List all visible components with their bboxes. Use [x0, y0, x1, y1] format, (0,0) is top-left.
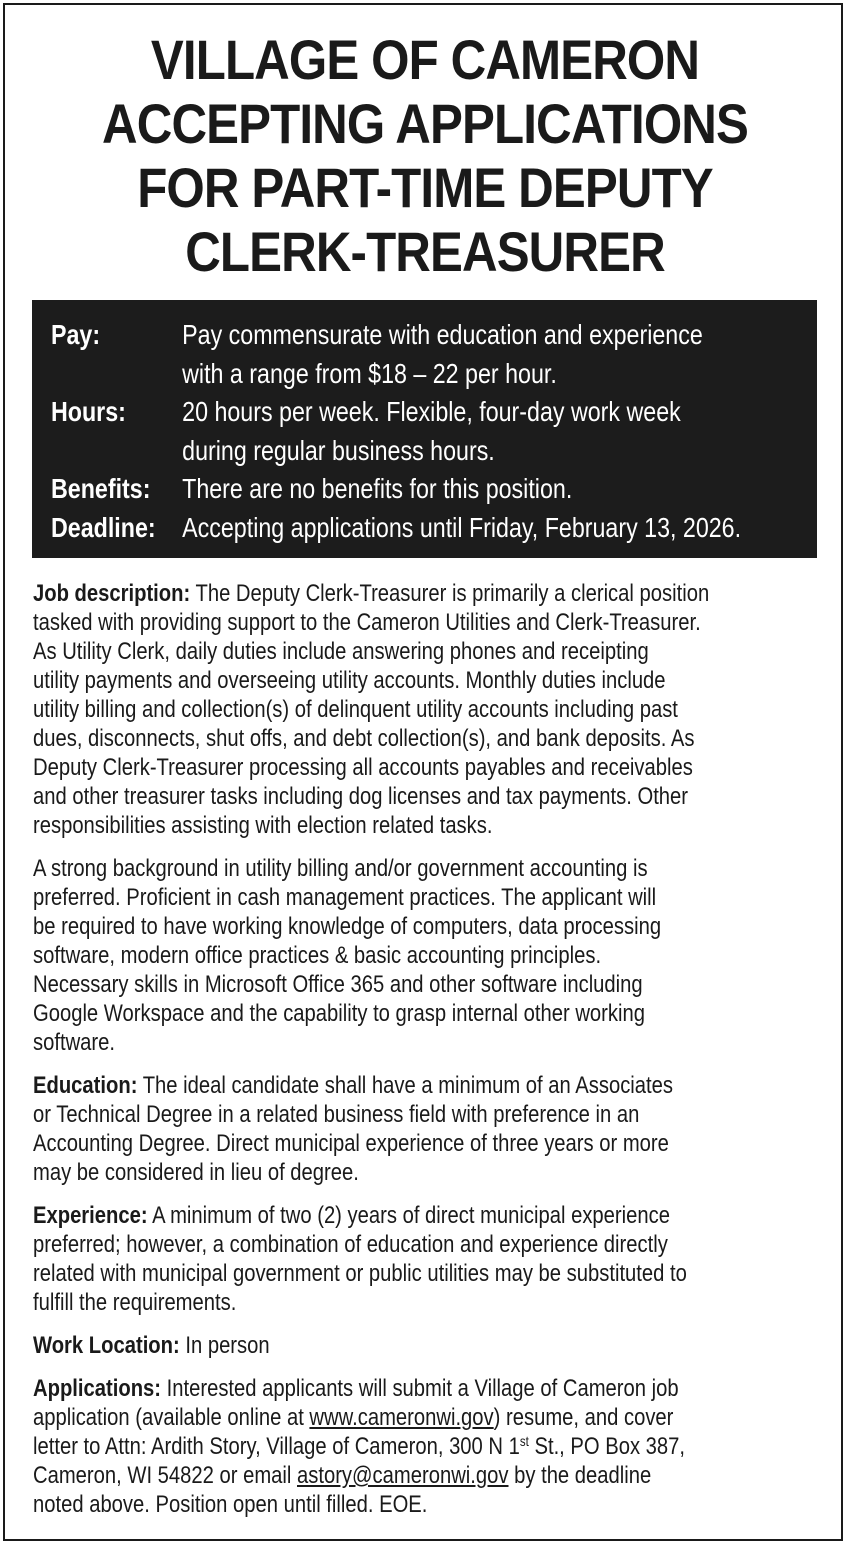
text-line — [33, 1071, 825, 1100]
text-line: A strong background in utility billing and/or government accounting is — [33, 855, 648, 882]
applications-text: letter to Attn: Ardith Story, Village of Cameron, 300 N 1 — [33, 1433, 520, 1460]
text-line: preferred. Proficient in cash management practices. The applicant will — [33, 884, 657, 911]
headline-line: FOR PART-TIME DEPUTY — [137, 156, 713, 219]
pay-line: with a range from $18 – 22 per hour. — [182, 357, 557, 389]
work-location-section — [33, 1331, 825, 1360]
hours-value — [182, 393, 798, 470]
benefits-row — [51, 470, 798, 509]
hours-row — [51, 393, 798, 470]
text-line — [33, 579, 825, 608]
text-line — [33, 1403, 825, 1432]
benefits-value — [182, 470, 798, 509]
text-line: noted above. Position open until filled. EOE. — [33, 1491, 428, 1518]
headline-line: ACCEPTING APPLICATIONS — [102, 92, 748, 155]
education-text: The ideal candidate shall have a minimum of an Associates — [137, 1072, 674, 1099]
benefits-line: There are no benefits for this position. — [182, 473, 573, 504]
text-line: Google Workspace and the capability to grasp internal other working — [33, 1000, 645, 1027]
terms-box — [32, 300, 817, 558]
text-line: As Utility Clerk, daily duties include answering phones and receipting — [33, 638, 649, 665]
deadline-label: Deadline: — [51, 511, 156, 543]
text-line: fulfill the requirements. — [33, 1289, 237, 1316]
pay-row — [51, 316, 798, 393]
text-line: related with municipal government or public utilities may be substituted to — [33, 1260, 687, 1287]
text-line: Accounting Degree. Direct municipal experience of three years or more — [33, 1130, 669, 1157]
text-line: responsibilities assisting with election related tasks. — [33, 812, 493, 839]
applications-section — [33, 1374, 825, 1519]
email-link[interactable]: astory@cameronwi.gov — [297, 1462, 509, 1489]
text-line — [33, 1201, 825, 1230]
hours-line: 20 hours per week. Flexible, four-day work week — [182, 396, 681, 427]
hours-line: during regular business hours. — [182, 434, 495, 466]
deadline-line: Accepting applications until Friday, February 13, 2026. — [182, 511, 742, 543]
text-line: and other treasurer tasks including dog licenses and tax payments. Other — [33, 783, 689, 810]
ad-body — [33, 579, 825, 1533]
text-line: be required to have working knowledge of computers, data processing — [33, 913, 662, 940]
work-location-label: Work Location: — [33, 1332, 180, 1359]
text-line: Deputy Clerk-Treasurer processing all accounts payables and receivables — [33, 754, 693, 781]
applications-text: Interested applicants will submit a Village of Cameron job — [161, 1375, 679, 1402]
applications-text: St., PO Box 387, — [528, 1433, 686, 1460]
pay-value — [182, 316, 798, 393]
text-line: or Technical Degree in a related business field with preference in an — [33, 1101, 640, 1128]
applications-text: by the deadline — [508, 1462, 652, 1489]
experience-label: Experience: — [33, 1202, 148, 1229]
headline-line: VILLAGE OF CAMERON — [150, 28, 700, 91]
applications-text: ) resume, and cover — [493, 1404, 674, 1431]
applications-label: Applications: — [33, 1375, 162, 1402]
education-label: Education: — [33, 1072, 138, 1099]
job-description-section — [33, 579, 825, 840]
text-line — [33, 1461, 825, 1490]
ordinal-suffix: st — [519, 1433, 529, 1449]
text-line: utility payments and overseeing utility accounts. Monthly duties include — [33, 667, 666, 694]
education-section — [33, 1071, 825, 1187]
text-line: tasked with providing support to the Cameron Utilities and Clerk-Treasurer. — [33, 609, 701, 636]
job-description-text: The Deputy Clerk-Treasurer is primarily a clerical position — [190, 580, 710, 607]
job-description-label: Job description: — [33, 580, 191, 607]
text-line — [33, 1331, 825, 1360]
text-line: Necessary skills in Microsoft Office 365 and other software including — [33, 971, 643, 998]
text-line: software. — [33, 1029, 116, 1056]
background-section — [33, 854, 825, 1057]
experience-section — [33, 1201, 825, 1317]
headline — [60, 28, 790, 284]
pay-line: Pay commensurate with education and experience — [182, 319, 703, 350]
applications-text: application (available online at — [33, 1404, 310, 1431]
applications-text: Cameron, WI 54822 or email — [33, 1462, 297, 1489]
headline-line: CLERK-TREASURER — [185, 220, 665, 283]
text-line — [33, 1374, 825, 1403]
text-line: dues, disconnects, shut offs, and debt collection(s), and bank deposits. As — [33, 725, 695, 752]
text-line: utility billing and collection(s) of delinquent utility accounts including past — [33, 696, 678, 723]
deadline-row — [51, 509, 798, 548]
benefits-label: Benefits: — [51, 473, 151, 504]
website-link[interactable]: www.cameronwi.gov — [309, 1404, 494, 1431]
text-line: software, modern office practices & basic accounting principles. — [33, 942, 602, 969]
text-line: may be considered in lieu of degree. — [33, 1159, 359, 1186]
deadline-value — [182, 509, 798, 548]
text-line — [33, 1432, 825, 1461]
hours-label: Hours: — [51, 396, 126, 427]
text-line: preferred; however, a combination of education and experience directly — [33, 1231, 668, 1258]
experience-text: A minimum of two (2) years of direct municipal experience — [147, 1202, 670, 1229]
pay-label: Pay: — [51, 319, 101, 350]
work-location-value: In person — [179, 1332, 270, 1359]
